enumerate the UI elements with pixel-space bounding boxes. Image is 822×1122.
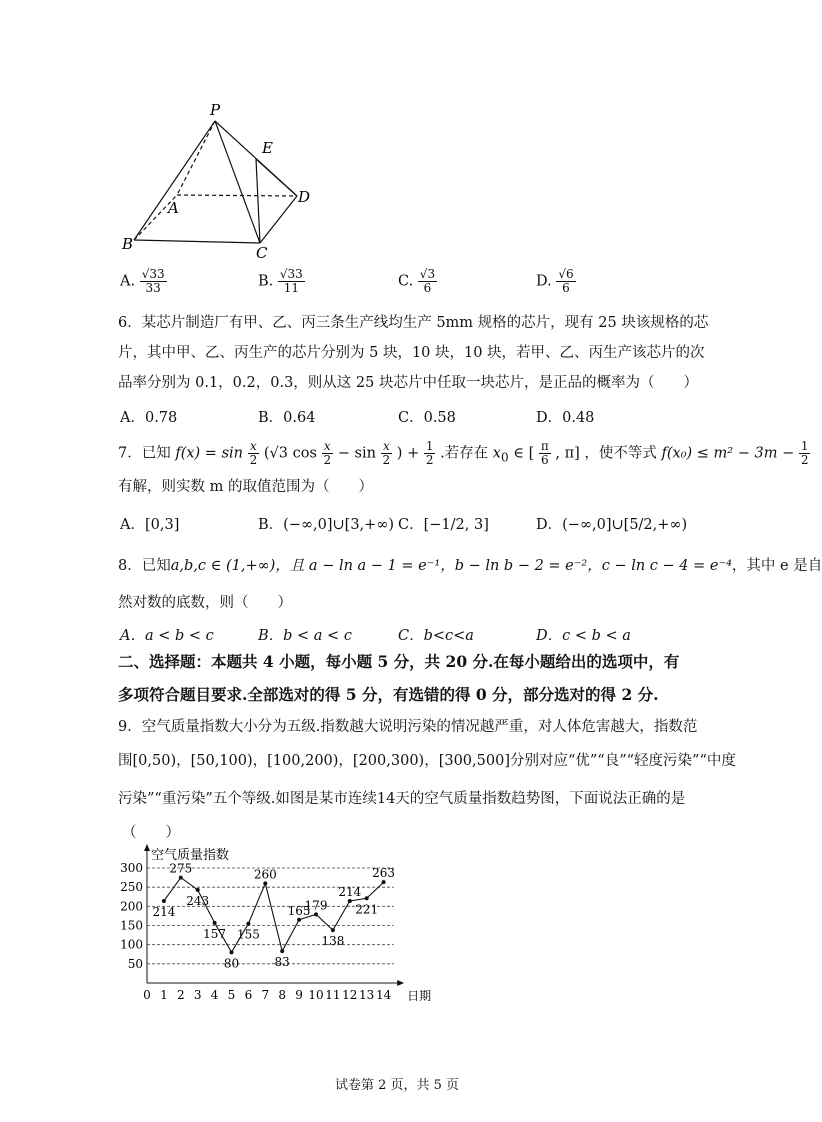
data-label: 83: [274, 955, 290, 970]
x-tick-label: 0: [143, 988, 151, 1002]
data-label: 221: [355, 902, 379, 917]
y-axis-arrow: [144, 844, 150, 851]
q8-option-b: B．b < a < c: [258, 628, 352, 644]
q6-option-a: A．0.78: [120, 410, 178, 426]
x-tick-label: 8: [278, 988, 287, 1002]
chart-title: 空气质量指数: [151, 848, 230, 863]
q9-line-1: 9．空气质量指数大小分为五级.指数越大说明污染的情况越严重，对人体危害越大，指数范: [118, 719, 698, 735]
edge-ad: [177, 195, 297, 196]
x-tick-label: 10: [308, 988, 324, 1002]
q8-option-c: C．b<c<a: [398, 628, 474, 644]
edge-ce: [256, 159, 260, 243]
data-label: 157: [203, 926, 227, 941]
x-tick-label: 9: [295, 988, 303, 1002]
x-axis-arrow: [397, 980, 404, 986]
label-c: C: [256, 244, 268, 262]
y-tick-label: 300: [120, 861, 143, 875]
x-tick-label: 1: [160, 988, 168, 1002]
y-tick-label: 200: [120, 899, 143, 914]
edge-cd: [260, 196, 297, 243]
data-label: 260: [253, 867, 277, 882]
q9-line-2: 围[0,50)，[50,100)，[100,200)，[200,300)，[300,500]分别对应“优”“良”“轻度污染”“中度: [118, 753, 736, 769]
q7-line-2: 有解，则实数 m 的取值范围为（ ）: [118, 479, 373, 495]
page-footer: 试卷第 2 页，共 5 页: [334, 1078, 460, 1093]
data-point: [179, 876, 183, 880]
x-tick-label: 3: [193, 988, 202, 1002]
data-label: 80: [223, 956, 240, 971]
q5-option-a: A. $\frac{√33}{33}$: [120, 267, 165, 295]
data-point: [314, 912, 318, 916]
q8-line-2: 然对数的底数，则（ ）: [118, 595, 292, 611]
q9-line-3: 污染”“重污染”五个等级.如图是某市连续14天的空气质量指数趋势图，下面说法正确的是: [118, 791, 686, 807]
q7-line-1: 7．已知 f(x) = sin $\frac{x}{2}$ (√3 cos $\frac{x}{2}$ − sin $\frac{x}{2}$ ) + $\frac{1}{2}$ .若存在 $x_0$ ∈ [ $\frac{\pi}{6}$ , π] ，使不等式 f(x₀) ≤ m² − 3m − $\frac{1}{2}$: [118, 439, 809, 467]
data-point: [162, 899, 166, 903]
x-tick-label: 5: [227, 988, 236, 1002]
data-point: [382, 880, 386, 884]
x-tick-label: 11: [325, 988, 341, 1002]
x-tick-label: 2: [176, 988, 185, 1002]
q6-option-d: D．0.48: [536, 410, 595, 426]
q7-option-a: A．[0,3]: [120, 517, 180, 533]
label-d: D: [298, 188, 311, 206]
x-tick-label: 6: [244, 988, 253, 1002]
data-point: [263, 881, 267, 885]
data-label: 263: [372, 866, 396, 881]
q7-option-c: C．[−1/2, 3]: [398, 517, 489, 533]
data-point: [331, 928, 335, 932]
data-point: [230, 950, 234, 954]
edge-ed: [256, 159, 297, 196]
x-axis-label: 日期: [407, 989, 432, 1003]
data-label: 155: [236, 927, 260, 942]
data-point: [246, 922, 250, 926]
y-tick-label: 100: [120, 937, 143, 952]
data-point: [280, 949, 284, 953]
y-tick-label: 250: [120, 880, 143, 895]
q8-option-a: A．a < b < c: [120, 628, 214, 644]
edge-bc: [134, 240, 260, 243]
q6-option-b: B．0.64: [258, 410, 316, 426]
data-label: 275: [169, 861, 193, 876]
q6-line-3: 品率分别为 0.1，0.2，0.3，则从这 25 块芯片中任取一块芯片，是正品的概率为（ ）: [118, 375, 698, 391]
q8-line-1: 8．已知a,b,c ∈ (1,+∞)，且 a − ln a − 1 = e⁻¹，b − ln b − 2 = e⁻²，c − ln c − 4 = e⁻⁴，其中 e 是自: [118, 558, 822, 574]
q6-option-c: C．0.58: [398, 410, 456, 426]
q7-option-b: B．(−∞,0]∪[3,+∞): [258, 517, 395, 533]
x-tick-label: 14: [375, 988, 392, 1002]
x-tick-label: 13: [359, 988, 375, 1002]
q5-option-c: C. $\frac{√3}{6}$: [398, 267, 436, 295]
data-label: 165: [287, 903, 311, 918]
section-2-line-2: 多项符合题目要求.全部选对的得 5 分，有选错的得 0 分，部分选对的得 2 分.: [118, 685, 659, 704]
edge-pa: [177, 121, 215, 195]
data-point: [348, 899, 352, 903]
q8-option-d: D．c < b < a: [536, 628, 631, 644]
q6-line-1: 6．某芯片制造厂有甲、乙、丙三条生产线均生产 5mm 规格的芯片，现有 25 块该规格的芯: [118, 315, 709, 331]
x-tick-label: 4: [210, 988, 219, 1002]
data-label: 214: [152, 904, 176, 919]
data-point: [297, 918, 301, 922]
y-tick-label: 150: [120, 918, 143, 933]
data-point: [213, 921, 217, 925]
pyramid-figure: [110, 95, 330, 265]
y-tick-label: 50: [127, 956, 143, 971]
x-tick-label: 7: [261, 988, 270, 1002]
q6-line-2: 片，其中甲、乙、丙生产的芯片分别为 5 块，10 块，10 块，若甲、乙、丙生产该芯片的次: [118, 345, 705, 361]
q7-option-d: D．(−∞,0]∪[5/2,+∞): [536, 517, 688, 533]
label-p: P: [210, 101, 221, 119]
edge-pb: [134, 121, 215, 240]
label-e: E: [262, 139, 273, 157]
q5-option-b: B. $\frac{√33}{11}$: [258, 267, 303, 295]
data-label: 179: [304, 898, 328, 913]
section-2-line-1: 二、选择题：本题共 4 小题，每小题 5 分，共 20 分.在每小题给出的选项中，有: [118, 652, 680, 671]
data-label: 138: [321, 934, 345, 949]
data-label: 214: [338, 884, 362, 899]
q5-option-d: D. $\frac{√6}{6}$: [536, 267, 574, 295]
x-tick-label: 12: [342, 988, 358, 1002]
aqi-line-chart: [110, 843, 440, 1013]
label-b: B: [122, 235, 134, 253]
data-point: [365, 896, 369, 900]
label-a: A: [168, 199, 179, 217]
data-label: 243: [186, 893, 210, 908]
edge-pc: [215, 121, 260, 243]
q9-line-4: （ ）: [122, 825, 180, 841]
data-point: [196, 888, 200, 892]
